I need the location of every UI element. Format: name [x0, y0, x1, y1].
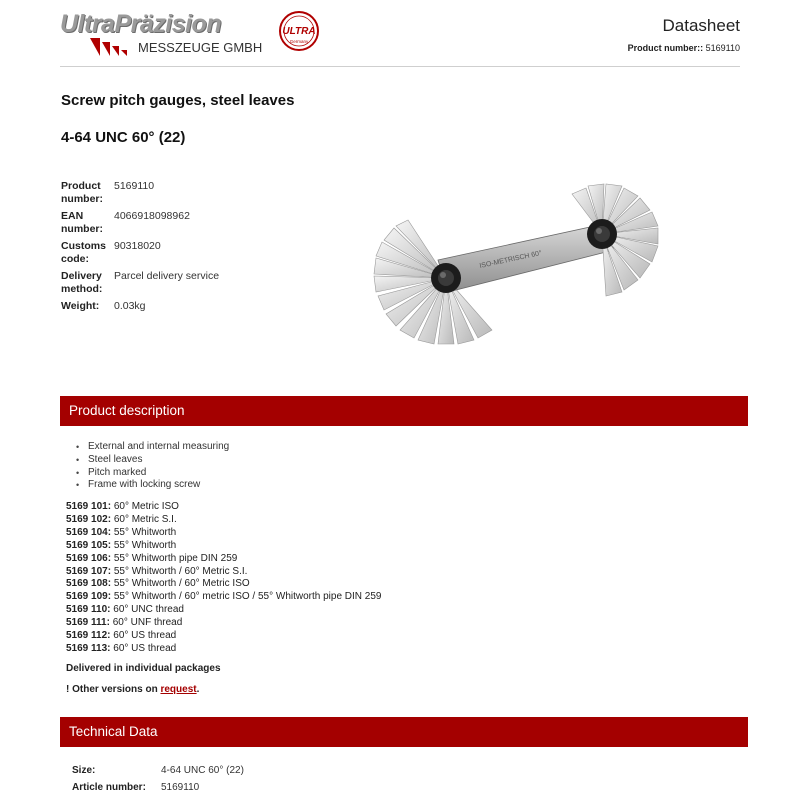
variant-desc: 55° Whitworth pipe DIN 259	[113, 552, 238, 564]
variant-desc: 60° US thread	[113, 642, 177, 654]
variant-desc: 55° Whitworth	[113, 539, 177, 551]
variant-item	[66, 566, 381, 579]
spec-value: 90318020	[114, 240, 161, 252]
delivery-note: Delivered in individual packages	[66, 663, 221, 674]
variant-item	[66, 527, 381, 540]
variant-code: 5169 113:	[66, 642, 111, 654]
spec-label: Customs code:	[61, 240, 106, 265]
spec-table	[61, 180, 221, 317]
feature-list	[76, 441, 229, 492]
variant-code: 5169 106:	[66, 552, 112, 564]
request-link[interactable]: request	[160, 684, 197, 695]
spec-value: 5169110	[114, 180, 155, 192]
variant-code: 5169 101:	[66, 501, 112, 512]
logo-sawtooth-icon	[90, 38, 138, 56]
tech-row	[72, 781, 244, 798]
variant-list	[66, 501, 381, 656]
variant-item	[66, 553, 381, 566]
variant-code: 5169 104:	[66, 526, 112, 538]
variant-desc: 60° UNF thread	[112, 617, 183, 629]
technical-data-table	[72, 764, 244, 798]
tech-value: 4-64 UNC 60° (22)	[161, 765, 244, 776]
variant-desc: 55° Whitworth	[113, 526, 177, 538]
page-subtitle: 4-64 UNC 60° (22)	[61, 129, 186, 146]
tech-label: Size:	[72, 765, 96, 776]
variant-item	[66, 591, 381, 604]
spec-value: Parcel delivery service	[114, 270, 220, 282]
spec-value: 4066918098962	[114, 210, 190, 222]
variant-code: 5169 108:	[66, 578, 112, 590]
header-product-number-value: 5169110	[705, 43, 740, 53]
spec-row	[61, 210, 221, 240]
variant-desc: 60° UNC thread	[113, 604, 184, 616]
spec-row	[61, 270, 221, 300]
page-title: Screw pitch gauges, steel leaves	[61, 92, 295, 109]
variant-item	[66, 501, 381, 514]
variant-code: 5169 112:	[66, 630, 111, 642]
header-divider	[60, 66, 740, 67]
variant-desc: 60° US thread	[113, 630, 177, 642]
seal-text: ULTRA	[282, 26, 316, 37]
frame-engraving: ISO-METRISCH 60°	[478, 249, 543, 270]
tech-label: Article number:	[72, 782, 146, 793]
datasheet-title: Datasheet	[662, 16, 740, 35]
tech-row	[72, 764, 244, 781]
variant-desc: 55° Whitworth / 60° metric ISO / 55° Whitworth pipe DIN 259	[113, 591, 382, 603]
technical-data-header: Technical Data	[60, 717, 748, 747]
variant-item	[66, 514, 381, 527]
tech-value: 5169110	[161, 782, 200, 793]
spec-label: EAN number:	[61, 210, 103, 235]
spec-label: Weight:	[61, 300, 100, 312]
variant-item	[66, 604, 381, 617]
spec-row	[61, 300, 221, 317]
feature-item: • Steel leaves	[76, 454, 229, 467]
header-product-number-label: Product number::	[627, 43, 704, 53]
seal-subtext: Germany	[289, 39, 309, 44]
company-logo	[60, 8, 320, 60]
feature-item: • External and internal measuring	[76, 441, 229, 454]
variant-code: 5169 107:	[66, 565, 112, 577]
header-product-number	[628, 43, 740, 53]
variant-code: 5169 111:	[66, 617, 110, 629]
feature-item: • Frame with locking screw	[76, 479, 229, 492]
variant-desc: 55° Whitworth / 60° Metric S.I.	[113, 565, 248, 577]
variant-item	[66, 540, 381, 553]
other-versions-note	[66, 684, 199, 695]
other-versions-prefix: ! Other versions on	[66, 684, 161, 695]
product-description-header: Product description	[60, 396, 748, 426]
variant-code: 5169 105:	[66, 539, 112, 551]
variant-code: 5169 109:	[66, 591, 112, 603]
spec-row	[61, 180, 221, 210]
other-versions-suffix: .	[196, 684, 200, 695]
locking-screw-right	[587, 219, 617, 249]
logo-subtitle: MESSZEUGE GMBH	[138, 40, 263, 55]
locking-screw-left	[431, 263, 461, 293]
variant-item	[66, 617, 381, 630]
spec-value: 0.03kg	[114, 300, 146, 312]
feature-item: • Pitch marked	[76, 467, 229, 480]
variant-desc: 60° Metric S.I.	[113, 513, 177, 525]
variant-desc: 60° Metric ISO	[113, 501, 179, 512]
ultra-seal-icon	[278, 10, 320, 52]
variant-code: 5169 110:	[66, 604, 111, 616]
logo-brand-text: UltraPräzision	[60, 10, 222, 38]
product-photo	[368, 180, 680, 370]
variant-desc: 55° Whitworth / 60° Metric ISO	[113, 578, 250, 590]
spec-label: Product number:	[61, 180, 103, 205]
variant-item	[66, 630, 381, 643]
spec-row	[61, 240, 221, 270]
spec-label: Delivery method:	[61, 270, 103, 295]
variant-item	[66, 578, 381, 591]
variant-item	[66, 643, 381, 656]
variant-code: 5169 102:	[66, 513, 112, 525]
